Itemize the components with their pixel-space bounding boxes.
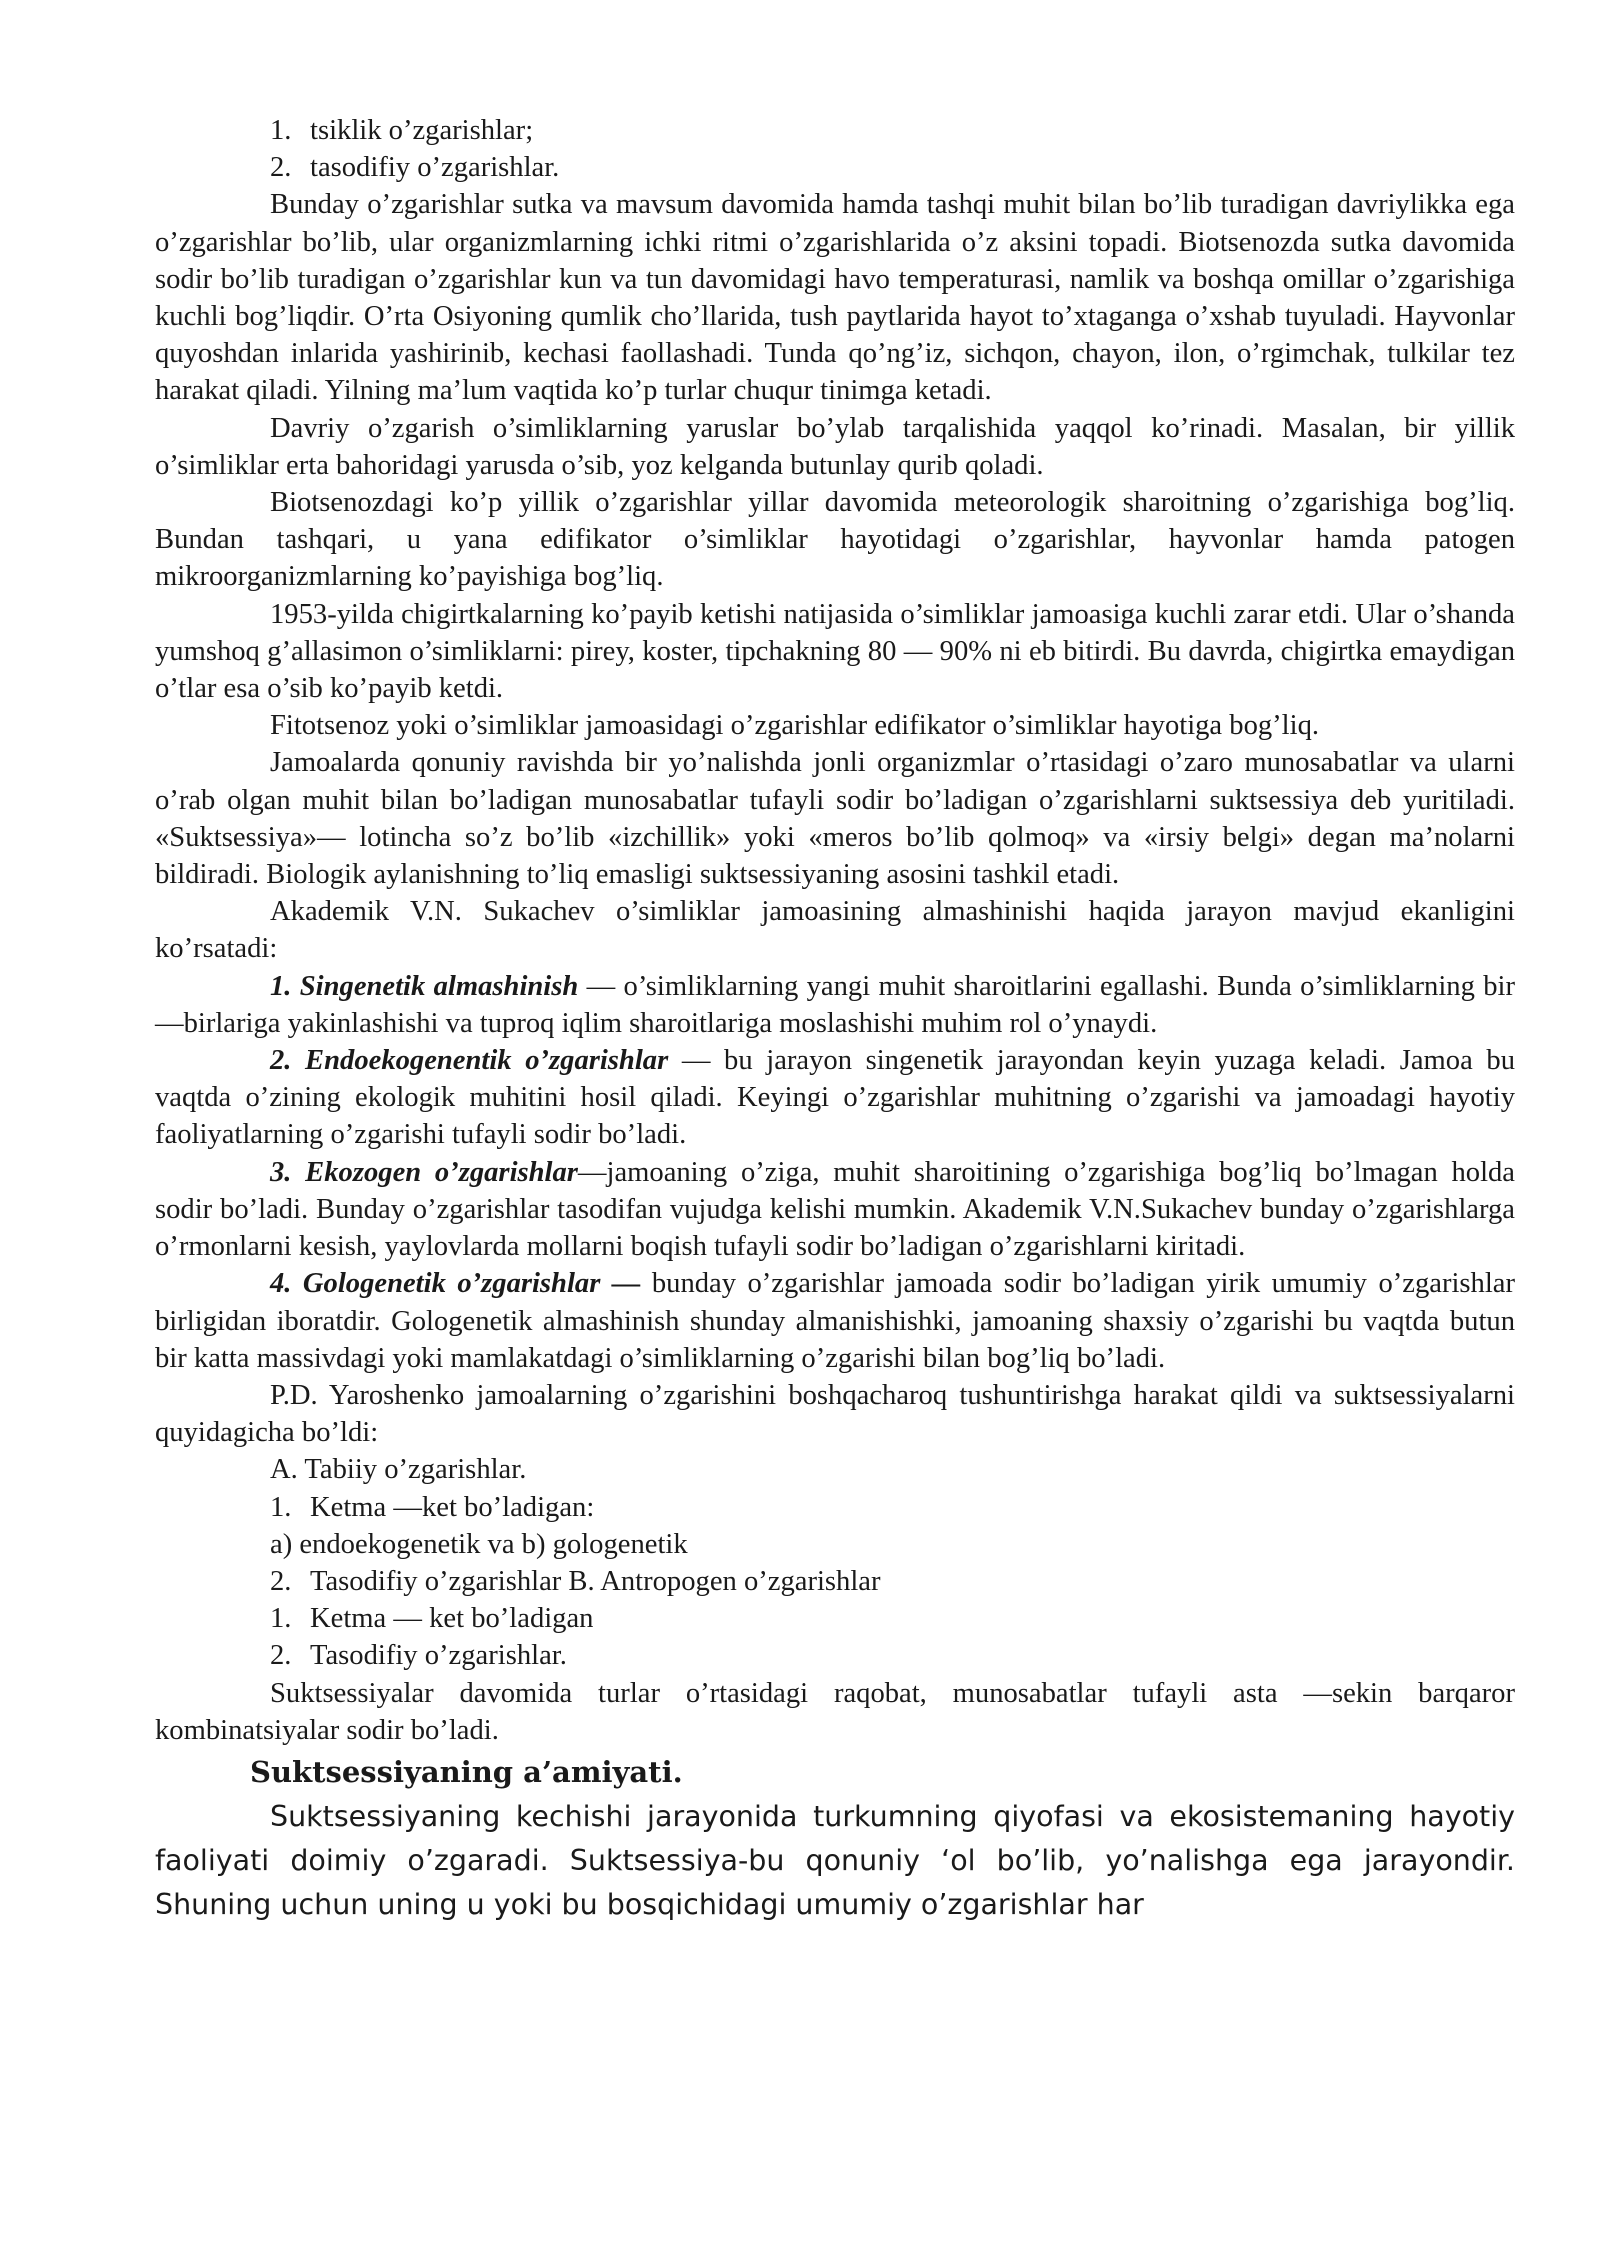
- list-item: [155, 149, 1515, 186]
- paragraph-item: [155, 968, 1515, 1042]
- list-item: [155, 1526, 1515, 1563]
- item-label: 4. Gologenetik o’zgarishlar —: [270, 1268, 641, 1300]
- list-text: A. Tabiiy o’zgarishlar.: [270, 1454, 527, 1486]
- paragraph: P.D. Yaroshenko jamoalarning o’zgarishini boshqacharoq tushuntirishga harakat qildi va suktsessiyalarni quyidagicha bo’ldi:: [155, 1379, 1515, 1449]
- item-text: bunday o’zgarishlar jamoada sodir bo’ladigan yirik umumiy o’zgarishlar birligidan iboratdir. Gologenetik almashinish shunday almanishishki, jamoaning shaxsiy o’zgarishi bu vaqtda butun bir katta massivdagi yoki mamlakatdagi o’simliklarning o’zgarishi bilan bog’liq bo’ladi.: [155, 1268, 1515, 1374]
- list-item: [155, 1637, 1515, 1674]
- list-text: a) endoekogenetik va b) gologenetik: [270, 1528, 688, 1560]
- paragraph: Fitotsenoz yoki o’simliklar jamoasidagi o’zgarishlar edifikator o’simliklar hayotiga bog’liq.: [270, 710, 1320, 742]
- list-number: 1.: [270, 115, 292, 146]
- item-text: — bu jarayon singenetik jarayondan keyin yuzaga keladi. Jamoa bu vaqtda o’zining ekologik muhitini hosil qiladi. Keyingi o’zgarishlar muhitning o’zgarishi va jamoadagi hayotiy faoliyatlarning o’zgarishi tufayli sodir bo’ladi.: [155, 1045, 1515, 1151]
- paragraph: Akademik V.N. Sukachev o’simliklar jamoasining almashinishi haqida jarayon mavjud ekanligini ko’rsatadi:: [155, 896, 1515, 965]
- paragraph-item: [155, 1042, 1515, 1154]
- paragraph: Davriy o’zgarish o’simliklarning yaruslar bo’ylab tarqalishida yaqqol ko’rinadi. Masalan, bir yillik o’simliklar erta bahoridagi yarusda o’sib, yoz kelganda butunlay qurib qoladi.: [155, 412, 1515, 481]
- paragraph-item: [155, 1265, 1515, 1377]
- paragraph: Biotsenozdagi ko’p yillik o’zgarishlar yillar davomida meteorologik sharoitning o’zgarishiga bog’liq. Bundan tashqari, u yana edifikator o’simliklar hayotidagi o’zgarishlar, hayvonlar hamda patogen mikroorganizmlarning ko’payishiga bog’liq.: [155, 487, 1515, 593]
- list-item: [155, 1600, 1515, 1637]
- paragraph-item: [155, 1154, 1515, 1266]
- section-heading: Suktsessiyaning a’amiyati.: [250, 1754, 683, 1789]
- list-text: Ketma —ket bo’ladigan:: [310, 1491, 595, 1523]
- list-number: 1.: [270, 1603, 292, 1635]
- list-text: tsiklik o’zgarishlar;: [310, 115, 534, 146]
- paragraph: Suktsessiyalar davomida turlar o’rtasidagi raqobat, munosabatlar tufayli asta —sekin barqaror kombinatsiyalar sodir bo’ladi.: [155, 1677, 1515, 1746]
- item-label: 1. Singenetik almashinish: [270, 970, 579, 1002]
- item-text: — o’simliklarning yangi muhit sharoitlarini egallashi. Bunda o’simliklarning bir—birlariga yakinlashishi va tuproq iqlim sharoitlariga moslashishi muhim rol o’ynaydi.: [155, 970, 1515, 1039]
- list-item: [155, 1451, 1515, 1488]
- paragraph: 1953-yilda chigirtkalarning ko’payib ketishi natijasida o’simliklar jamoasiga kuchli zarar etdi. Ular o’shanda yumshoq g’allasimon o’simliklarni: pirey, koster, tipchakning 80 — 90% ni eb bitirdi. Bu davrda, chigirtka emaydigan o’tlar esa o’sib ko’payib ketdi.: [155, 598, 1515, 705]
- list-text: Tasodifiy o’zgarishlar B. Antropogen o’zgarishlar: [310, 1565, 881, 1597]
- paragraph: Jamoalarda qonuniy ravishda bir yo’nalishda jonli organizmlar o’rtasidagi o’zaro munosabatlar va ularni o’rab olgan muhit bilan bo’ladigan munosabatlar tufayli sodir bo’ladigan o’zgarishlarni suktsessiya deb yuritiladi. «Suktsessiya»— lotincha so’z bo’lib «izchillik» yoki «meros bo’lib qolmoq» va «irsiy belgi» degan ma’nolarni bildiradi. Biologik aylanishning to’liq emasligi suktsessiyaning asosini tashkil etadi.: [155, 747, 1515, 891]
- list-text: tasodifiy o’zgarishlar.: [310, 152, 560, 184]
- list-text: Ketma — ket bo’ladigan: [310, 1603, 594, 1635]
- list-number: 1.: [270, 1491, 292, 1523]
- item-text: —jamoaning o’ziga, muhit sharoitining o’zgarishiga bog’liq bo’lmagan holda sodir bo’ladi. Bunday o’zgarishlar tasodifan vujudga kelishi mumkin. Akademik V.N.Sukachev bunday o’zgarishlarga o’rmonlarni kesish, yaylovlarda mollarni boqish tufayli sodir bo’ladigan o’zgarishlarni kiritadi.: [155, 1156, 1516, 1263]
- paragraph: Suktsessiyaning kechishi jarayonida turkumning qiyofasi va ekosistemaning hayotiy faoliyati doimiy o’zgaradi. Suktsessiya-bu qonuniy ‘ol bo’lib, yo’nalishga ega jarayondir. Shuning uchun uning u yoki bu bosqichidagi umumiy o’zgarishlar har: [155, 1799, 1515, 1921]
- paragraph: Bunday o’zgarishlar sutka va mavsum davomida hamda tashqi muhit bilan bo’lib turadigan davriylikka ega o’zgarishlar bo’lib, ular organizmlarning ichki ritmi o’zgarishlarida o’z aksini topadi. Biotsenozda sutka davomida sodir bo’lib turadigan o’zgarishlar kun va tun davomidagi havo temperaturasi, namlik va boshqa omillar o’zgarishiga kuchli bog’liqdir. O’rta Osiyoning qumlik cho’llarida, tush paytlarida hayot to’xtaganga o’xshab tuyuladi. Hayvonlar quyoshdan inlarida yashirinib, kechasi faollashadi. Tunda qo’ng’iz, sichqon, chayon, ilon, o’rgimchak, tulkilar tez harakat qiladi. Yilning ma’lum vaqtida ko’p turlar chuqur tinimga ketadi.: [155, 189, 1515, 407]
- list-item: [155, 112, 1515, 149]
- item-label: 3. Ekozogen o’zgarishlar: [270, 1156, 578, 1188]
- list-number: 2.: [270, 152, 292, 184]
- item-label: 2. Endoekogenentik o’zgarishlar: [270, 1045, 669, 1077]
- list-text: Tasodifiy o’zgarishlar.: [310, 1640, 567, 1672]
- list-number: 2.: [270, 1640, 292, 1672]
- document-page: [155, 112, 1515, 1927]
- list-number: 2.: [270, 1565, 292, 1597]
- list-item: [155, 1489, 1515, 1526]
- list-item: [155, 1563, 1515, 1600]
